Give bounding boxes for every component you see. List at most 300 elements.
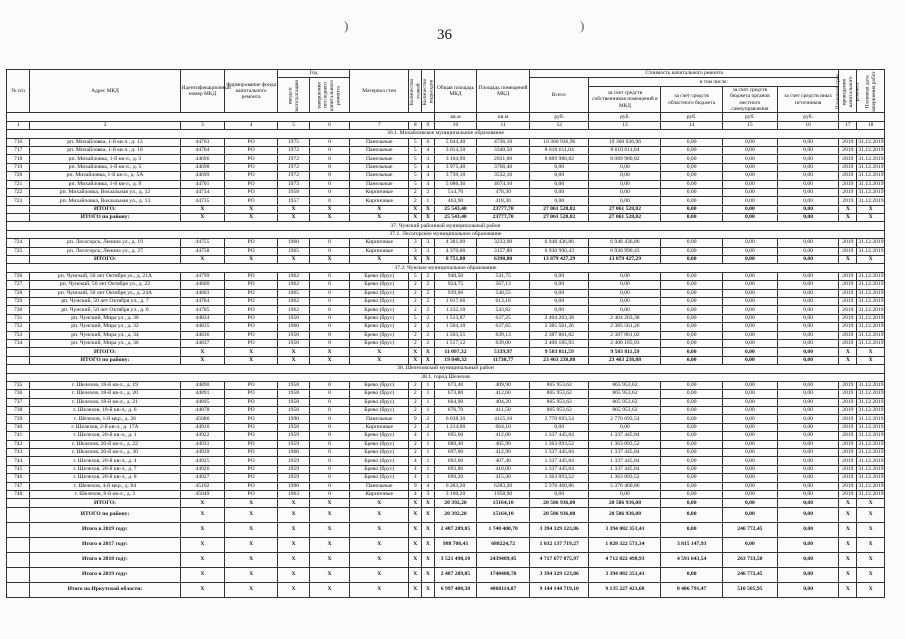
- table-cell: 720: [7, 172, 30, 180]
- table-cell: X: [180, 567, 224, 582]
- table-cell: X: [857, 214, 885, 222]
- table-cell: Брево (брус): [350, 407, 409, 415]
- table-cell: 1958: [278, 390, 310, 398]
- table-cell: 31.12.2019: [858, 323, 884, 330]
- table-cell: 44758: [180, 247, 224, 255]
- table-cell: 2: [409, 323, 422, 331]
- table-cell: 31.12.2019: [858, 172, 884, 179]
- table-cell: Брево (брус): [350, 323, 409, 331]
- table-cell: 23 463 238,88: [530, 356, 589, 364]
- table-header: [7, 70, 885, 130]
- table-cell: 2: [409, 281, 422, 289]
- table-cell: 722: [7, 188, 30, 196]
- table-cell: 0,00: [722, 239, 777, 247]
- header-entrances: Количество подъездов: [422, 70, 435, 113]
- header-total-area: Общая площадь МКД: [434, 70, 476, 113]
- table-cell: 727: [7, 281, 30, 289]
- column-number: 1: [7, 121, 30, 129]
- table-cell: 737: [7, 398, 30, 406]
- table-cell: 1950: [278, 314, 310, 322]
- table-cell: 27 061 528,82: [530, 214, 589, 222]
- unit-m2: кв.м: [434, 113, 476, 121]
- table-cell: ИТОГО по району:: [30, 356, 180, 364]
- table-cell: 9 583 811,59: [589, 348, 661, 356]
- table-cell: рп. Лесогорск, Ленина ул., д. 27: [30, 247, 180, 255]
- total-row: [7, 499, 885, 507]
- table-cell: X: [409, 537, 422, 552]
- table-cell: 5: [409, 155, 422, 163]
- table-cell: 2: [409, 298, 422, 306]
- table-cell: 0,00: [777, 356, 838, 364]
- table-cell: X: [350, 499, 409, 507]
- table-cell: 6 930 990,43: [589, 247, 661, 255]
- table-cell: 4: [409, 490, 422, 498]
- column-number: 18: [857, 121, 885, 129]
- table-cell: Брево (брус): [350, 281, 409, 289]
- total-row: [7, 356, 885, 364]
- table-cell: 2: [422, 423, 435, 431]
- table-cell: 31.12.2019: [858, 474, 884, 481]
- table-cell: 27 061 528,82: [589, 205, 661, 213]
- table-cell: 746: [7, 474, 30, 482]
- table-cell: X: [180, 205, 224, 213]
- table-cell: 3532,10: [477, 172, 530, 180]
- table-cell: 1959: [278, 457, 310, 465]
- table-cell: 0,00: [722, 298, 777, 306]
- table-cell: X: [278, 582, 310, 597]
- table-cell: 0: [309, 239, 349, 247]
- margin-mark-left: ): [344, 18, 349, 33]
- table-cell: РО: [225, 180, 278, 188]
- table-cell: 0,00: [777, 398, 838, 406]
- table-cell: 44890: [180, 381, 224, 389]
- table-cell: 2 404 203,38: [589, 314, 661, 322]
- header-year-group: Год: [278, 70, 350, 78]
- table-cell: 0,00: [661, 331, 722, 339]
- table-cell: 1: [422, 474, 435, 482]
- table-cell: X: [839, 537, 857, 552]
- section-row: [7, 222, 885, 230]
- table-cell: X: [839, 552, 857, 567]
- table-cell: 2 406 185,93: [589, 339, 661, 347]
- table-cell: 5: [409, 138, 422, 146]
- table-cell: X: [309, 499, 349, 507]
- unit-rub: руб.: [530, 113, 589, 121]
- table-cell: 0,00: [777, 281, 838, 289]
- table-cell: 44696: [180, 155, 224, 163]
- table-cell: 1 504,10: [434, 323, 476, 331]
- table-cell: 1: [422, 381, 435, 389]
- table-cell: ИТОГО по району:: [30, 507, 180, 522]
- table-cell: 0,00: [777, 474, 838, 482]
- table-cell: 0,00: [589, 188, 661, 196]
- table-cell: 0,00: [661, 567, 722, 582]
- table-cell: 15164,10: [477, 507, 530, 522]
- table-cell: 1959: [278, 474, 310, 482]
- table-cell: 0: [309, 323, 349, 331]
- table-cell: X: [180, 537, 224, 552]
- table-cell: 0,00: [530, 272, 589, 280]
- table-cell: 5: [409, 180, 422, 188]
- header-cost-group: Стоимость капитального ремонта: [530, 70, 839, 78]
- table-cell: 0,00: [530, 490, 589, 498]
- table-cell: 0: [309, 490, 349, 498]
- table-cell: 31.12.2019: [858, 197, 884, 204]
- table-cell: 0: [309, 465, 349, 473]
- table-cell: 31.12.2019: [858, 138, 884, 145]
- table-cell: 0,00: [661, 482, 722, 490]
- table-cell: Брево (брус): [350, 289, 409, 297]
- table-cell: X: [409, 348, 422, 356]
- table-cell: 0,00: [661, 348, 722, 356]
- table-cell: 865 953,62: [530, 381, 589, 389]
- table-cell: 31.12.2019: [858, 407, 884, 414]
- table-cell: X: [278, 348, 310, 356]
- table-cell: Брево (брус): [350, 440, 409, 448]
- total-row: [7, 552, 885, 567]
- table-cell: 510 505,95: [722, 582, 777, 597]
- table-cell: X: [309, 567, 349, 582]
- table-cell: 0,00: [777, 239, 838, 247]
- table-cell: 865 953,62: [589, 390, 661, 398]
- table-cell: 3: [409, 247, 422, 255]
- table-cell: 44755: [180, 239, 224, 247]
- table-cell: 0,00: [722, 356, 777, 364]
- table-cell: 5: [409, 146, 422, 154]
- table-cell: X: [409, 552, 422, 567]
- table-cell: X: [278, 552, 310, 567]
- table-cell: X: [225, 537, 278, 552]
- table-cell: 939,66: [434, 289, 476, 297]
- table-cell: 0,00: [589, 197, 661, 205]
- table-cell: 0,00: [661, 339, 722, 347]
- table-cell: рп. Михайловка, 1-й кв-л., д. 5А: [30, 172, 180, 180]
- table-cell: 865 953,62: [530, 390, 589, 398]
- column-number: 15: [722, 121, 777, 129]
- total-row: [7, 348, 885, 356]
- table-cell: Панельные: [350, 180, 409, 188]
- table-cell: РО: [225, 432, 278, 440]
- table-cell: 410,00: [477, 465, 530, 473]
- header-year-last: завершения последнего капитального ремонта: [309, 78, 349, 113]
- table-cell: 1 337 445,84: [589, 457, 661, 465]
- table-cell: 0,00: [661, 432, 722, 440]
- table-cell: 0,00: [722, 482, 777, 490]
- table-cell: 2: [422, 331, 435, 339]
- table-cell: 0,00: [722, 256, 777, 264]
- table-cell: 0,00: [661, 205, 722, 213]
- table-cell: 2: [409, 398, 422, 406]
- table-cell: 8 089 980,82: [589, 155, 661, 163]
- table-cell: 44926: [180, 465, 224, 473]
- table-cell: X: [225, 552, 278, 567]
- table-cell: 2019: [839, 440, 857, 448]
- table-cell: 1957: [278, 197, 310, 205]
- table-cell: 0,00: [661, 457, 722, 465]
- table-cell: X: [278, 356, 310, 364]
- table-cell: 1: [422, 449, 435, 457]
- table-cell: 2 770 693,54: [589, 415, 661, 423]
- table-cell: 44785: [180, 306, 224, 314]
- table-cell: 45192: [180, 482, 224, 490]
- table-cell: 6 948 436,86: [530, 239, 589, 247]
- table-cell: 2 404 203,38: [530, 314, 589, 322]
- table-cell: г. Шелехов, 1-й мкр., д. 26: [30, 415, 180, 423]
- table-cell: 2019: [839, 398, 857, 406]
- table-cell: 1960: [278, 239, 310, 247]
- table-row: [7, 390, 885, 398]
- table-cell: X: [309, 507, 349, 522]
- table-cell: г. Шелехов, 20-й кв-л., д. 7: [30, 465, 180, 473]
- table-cell: 3: [422, 155, 435, 163]
- table-cell: 0,00: [661, 306, 722, 314]
- table-cell: 5 086,30: [434, 180, 476, 188]
- table-cell: X: [422, 552, 435, 567]
- table-cell: X: [422, 507, 435, 522]
- table-cell: 2019: [839, 449, 857, 457]
- table-cell: 5 044,40: [434, 138, 476, 146]
- table-cell: 0,00: [661, 214, 722, 222]
- table-cell: 0,00: [777, 423, 838, 431]
- table-cell: 44931: [180, 440, 224, 448]
- column-number: 6: [309, 121, 349, 129]
- table-cell: 2019: [839, 289, 857, 297]
- table-cell: 4: [409, 432, 422, 440]
- table-row: [7, 314, 885, 322]
- table-cell: 0,00: [722, 331, 777, 339]
- table-cell: 1990: [278, 415, 310, 423]
- table-cell: Брево (брус): [350, 474, 409, 482]
- table-cell: 0,00: [661, 180, 722, 188]
- column-number: 7: [350, 121, 409, 129]
- table-cell: 0: [309, 314, 349, 322]
- table-cell: X: [180, 348, 224, 356]
- table-cell: рп. Лесогорск, Ленина ул., д. 19: [30, 239, 180, 247]
- table-cell: 1 337 445,84: [589, 449, 661, 457]
- table-cell: X: [839, 499, 857, 507]
- section-title: 36.1. Михайловское муниципальное образование: [7, 130, 885, 138]
- section-title: 37. Чунский районный муниципальный район: [7, 222, 885, 230]
- table-cell: X: [278, 499, 310, 507]
- table-cell: 2019: [839, 138, 857, 146]
- table-cell: 1740400,70: [477, 567, 530, 582]
- table-cell: РО: [225, 197, 278, 205]
- table-cell: 639,00: [477, 339, 530, 347]
- table-cell: 1 740 400,70: [477, 522, 530, 537]
- table-cell: X: [225, 507, 278, 522]
- table-cell: X: [350, 552, 409, 567]
- table-cell: 0: [309, 415, 349, 423]
- table-cell: X: [350, 348, 409, 356]
- table-cell: Кирпичные: [350, 188, 409, 196]
- header-end-date: Плановая дата завершения работ: [857, 70, 885, 113]
- table-cell: Кирпичные: [350, 490, 409, 498]
- table-cell: 718: [7, 155, 30, 163]
- table-row: [7, 415, 885, 423]
- table-cell: X: [409, 522, 422, 537]
- table-cell: 732: [7, 323, 30, 331]
- table-cell: Брево (брус): [350, 465, 409, 473]
- table-cell: 2019: [839, 407, 857, 415]
- table-cell: X: [309, 348, 349, 356]
- table-cell: X: [278, 567, 310, 582]
- table-cell: 44916: [180, 423, 224, 431]
- table-cell: 0,00: [777, 537, 838, 552]
- section-title: 38. Шелеховский муниципальный район: [7, 365, 885, 373]
- total-row: [7, 537, 885, 552]
- table-cell: 0,00: [661, 247, 722, 255]
- table-cell: X: [309, 256, 349, 264]
- table-cell: 0: [309, 306, 349, 314]
- table-cell: 733: [7, 331, 30, 339]
- total-row: [7, 214, 885, 222]
- table-cell: 6 948 436,86: [589, 239, 661, 247]
- table-cell: X: [857, 552, 885, 567]
- table-cell: 1 513,87: [434, 314, 476, 322]
- table-cell: 0,00: [722, 214, 777, 222]
- table-cell: 0,00: [722, 390, 777, 398]
- table-cell: РО: [225, 163, 278, 171]
- table-cell: 2: [422, 306, 435, 314]
- table-cell: 0,00: [777, 298, 838, 306]
- table-cell: 2019: [839, 306, 857, 314]
- table-cell: 0,00: [661, 415, 722, 423]
- table-cell: 0,00: [530, 306, 589, 314]
- table-cell: 728: [7, 289, 30, 297]
- table-cell: 31.12.2019: [858, 466, 884, 472]
- table-cell: X: [309, 582, 349, 597]
- table-cell: 0,00: [777, 256, 838, 264]
- table-cell: 2: [422, 415, 435, 423]
- table-row: [7, 306, 885, 314]
- table-cell: 31.12.2019: [858, 482, 884, 489]
- table-cell: 0,00: [722, 507, 777, 522]
- table-cell: 1 363 093,52: [530, 440, 589, 448]
- table-row: [7, 323, 885, 331]
- table-cell: 1 337 445,84: [530, 465, 589, 473]
- table-cell: 2019: [839, 239, 857, 247]
- table-cell: 0: [309, 298, 349, 306]
- table-cell: 2019: [839, 331, 857, 339]
- table-cell: 31.12.2019: [858, 424, 884, 431]
- table-row: [7, 163, 885, 171]
- table-cell: 407,40: [477, 457, 530, 465]
- table-cell: [7, 507, 30, 522]
- table-cell: 2831,00: [477, 155, 530, 163]
- table-cell: 2019: [839, 314, 857, 322]
- table-cell: 3233,00: [477, 239, 530, 247]
- table-cell: X: [857, 348, 885, 356]
- table-cell: 721: [7, 180, 30, 188]
- table-cell: 3 521 490,10: [434, 552, 476, 567]
- table-row: [7, 298, 885, 306]
- table-cell: 418,30: [477, 197, 530, 205]
- table-cell: 1 337 445,84: [589, 432, 661, 440]
- total-row: [7, 522, 885, 537]
- column-numbers-row: [7, 121, 885, 129]
- table-cell: 0,00: [777, 449, 838, 457]
- table-cell: 742: [7, 440, 30, 448]
- table-cell: 0,00: [777, 490, 838, 498]
- column-number: 13: [589, 121, 661, 129]
- table-cell: 8 751,00: [434, 256, 476, 264]
- table-cell: 8 610 611,04: [589, 146, 661, 154]
- table-cell: 723: [7, 197, 30, 205]
- table-cell: 1972: [278, 163, 310, 171]
- table-cell: 3 815 147,93: [661, 537, 722, 552]
- table-cell: 0,00: [589, 289, 661, 297]
- table-cell: 0,00: [777, 522, 838, 537]
- table-cell: 1962: [278, 281, 310, 289]
- table-cell: г. Шелехов, 18-й кв-л., д. 6: [30, 407, 180, 415]
- table-cell: 1959: [278, 432, 310, 440]
- table-cell: 1: [422, 407, 435, 415]
- table-cell: 1 503,55: [434, 331, 476, 339]
- table-cell: 0: [309, 138, 349, 146]
- table-cell: X: [350, 256, 409, 264]
- table-row: [7, 281, 885, 289]
- table-cell: 44701: [180, 180, 224, 188]
- table-cell: 725: [7, 247, 30, 255]
- table-cell: 1972: [278, 155, 310, 163]
- table-cell: 0,00: [722, 423, 777, 431]
- table-cell: 1962: [278, 298, 310, 306]
- total-row: [7, 567, 885, 582]
- header-planned-term: Плановый срок проведения капитального ремонта: [839, 70, 857, 113]
- header-owners: за счет средств собственников помещений в МКД: [589, 86, 661, 113]
- table-cell: 567,13: [477, 281, 530, 289]
- table-cell: рп. Михайловка, 1-й кв-л., д. 13: [30, 138, 180, 146]
- table-cell: 1975: [278, 138, 310, 146]
- table-cell: 699,20: [434, 474, 476, 482]
- table-cell: г. Шелехов, 4-й мкр., д. 94: [30, 482, 180, 490]
- table-cell: 0,00: [661, 449, 722, 457]
- table-cell: 31.12.2019: [858, 281, 884, 288]
- table-cell: 11 097,32: [434, 348, 476, 356]
- table-cell: 0,00: [661, 289, 722, 297]
- table-cell: 1 028 322 571,34: [589, 537, 661, 552]
- table-cell: 747: [7, 482, 30, 490]
- table-cell: [7, 522, 30, 537]
- table-cell: 743: [7, 449, 30, 457]
- table-cell: 23 463 238,88: [589, 356, 661, 364]
- table-cell: X: [409, 256, 422, 264]
- table-cell: 412,00: [477, 432, 530, 440]
- unit-rub: руб.: [661, 113, 722, 121]
- table-cell: 1972: [278, 172, 310, 180]
- table-cell: 2: [409, 339, 422, 347]
- table-cell: 463,90: [434, 197, 476, 205]
- table-cell: Брево (брус): [350, 449, 409, 457]
- table-cell: 0,00: [722, 314, 777, 322]
- header-fund: Формирование фонда капитального ремонта: [225, 70, 278, 113]
- table-cell: Брево (брус): [350, 398, 409, 406]
- table-cell: 15164,10: [477, 499, 530, 507]
- table-cell: 1 337 445,84: [530, 449, 589, 457]
- table-cell: Брево (брус): [350, 432, 409, 440]
- table-cell: 0: [309, 172, 349, 180]
- table-cell: РО: [225, 474, 278, 482]
- table-cell: 2: [422, 272, 435, 280]
- table-cell: 44835: [180, 323, 224, 331]
- table-cell: 31.12.2019: [858, 382, 884, 389]
- table-cell: 0,00: [777, 247, 838, 255]
- table-cell: 865 953,62: [589, 398, 661, 406]
- table-cell: 2019: [839, 339, 857, 347]
- table-cell: X: [839, 256, 857, 264]
- table-cell: 3 394 082 351,41: [589, 522, 661, 537]
- table-cell: 1 337 445,84: [530, 432, 589, 440]
